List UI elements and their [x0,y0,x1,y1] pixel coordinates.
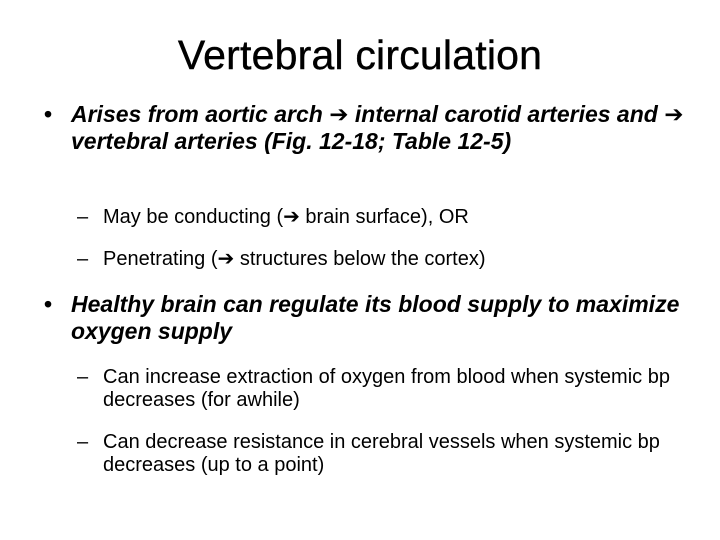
sub-bullet-marker: – [77,206,89,228]
sub-bullet-extraction [77,366,697,412]
bullet-marker: • [44,101,53,127]
arrow-right-icon: ➔ [329,101,349,127]
sub-bullet-text: Can decrease resistance in cerebral vessels when systemic bp decreases (up to a point) [103,431,660,476]
arrow-right-icon: ➔ [217,248,235,270]
sub-text-part: structures below the cortex) [234,248,486,270]
sub-bullet-marker: – [77,366,89,388]
sub-bullet-conducting [77,206,697,229]
sub-bullet-penetrating [77,248,697,271]
sub-bullet-resistance [77,431,697,477]
sub-text-part: May be conducting ( [103,206,284,228]
sub-text-part: Penetrating ( [103,248,218,270]
sub-bullet-marker: – [77,248,89,270]
bullet-text [44,101,694,155]
sub-bullet-text [77,248,697,271]
sub-bullet-text: Can increase extraction of oxygen from blood when systemic bp decreases (for awhile) [103,366,670,411]
bullet-text-part: Arises from aortic arch [71,101,330,127]
bullet-aortic-arch [44,101,694,155]
sub-bullet-text [77,206,697,229]
bullet-text-part: internal carotid arteries and [348,101,665,127]
bullet-text-part: vertebral arteries (Fig. 12-18; Table 12-5) [71,128,512,154]
arrow-right-icon: ➔ [664,101,684,127]
sub-bullet-marker: – [77,431,89,453]
bullet-text: Healthy brain can regulate its blood supply to maximize oxygen supply [71,291,680,344]
slide-title: Vertebral circulation [177,32,543,78]
bullet-marker: • [44,291,53,317]
sub-text-part: brain surface), OR [299,206,469,228]
bullet-healthy-brain [44,291,694,345]
arrow-right-icon: ➔ [283,206,300,228]
